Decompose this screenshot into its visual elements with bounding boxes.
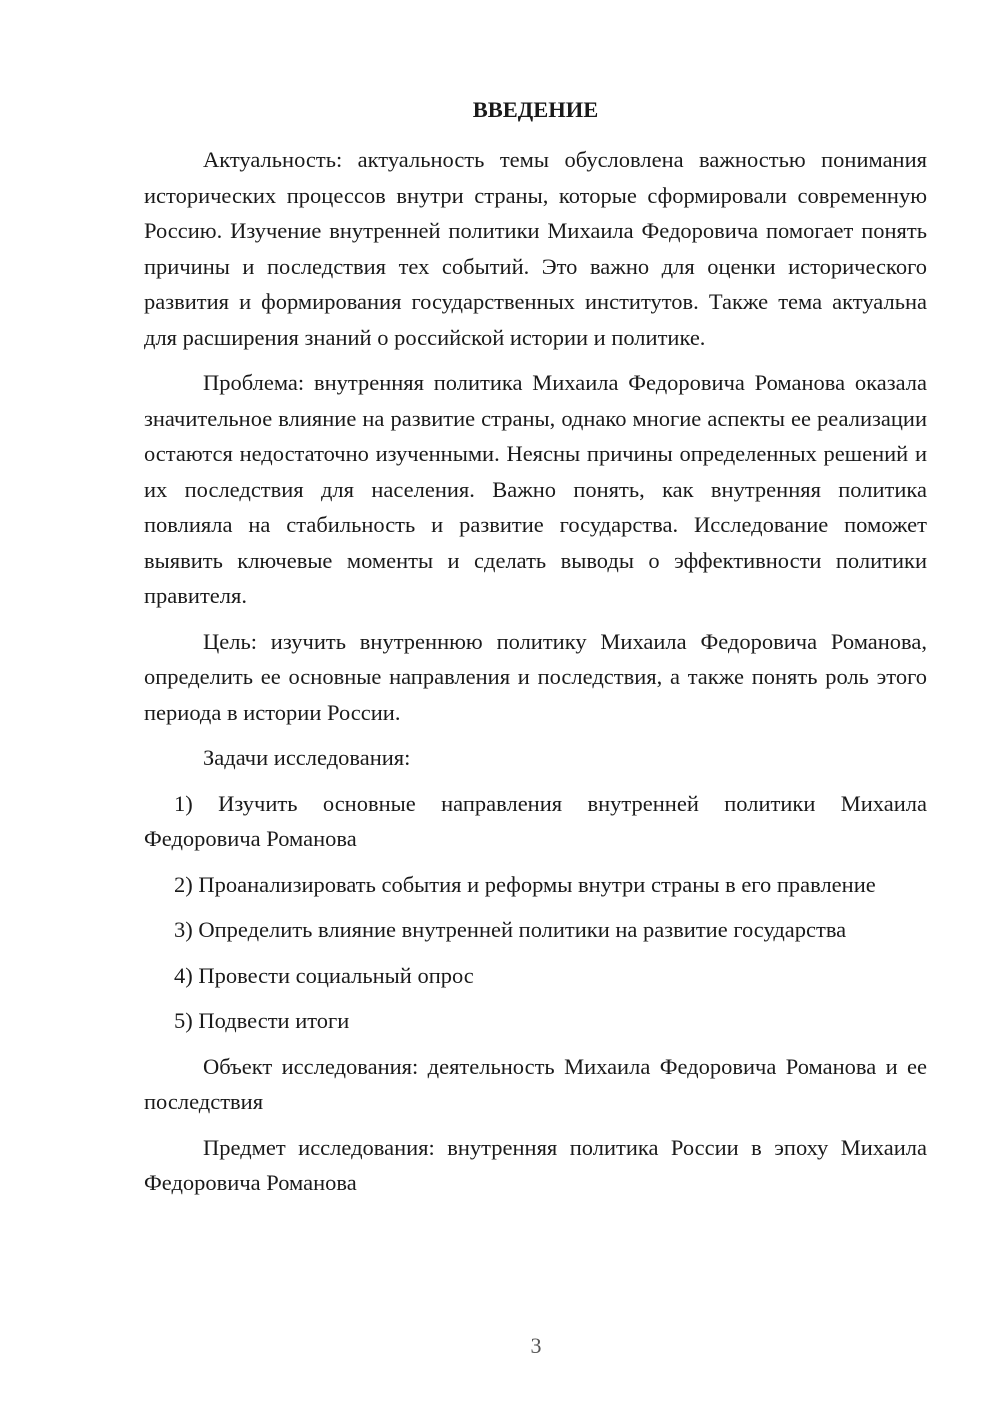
relevance-paragraph: Актуальность: актуальность темы обусловлена важностью понимания исторических процессов внутри страны, которые сформировали современную Россию. Изучение внутренней политики Михаила Федоровича помогает понять причины и последствия тех событий. Это важно для оценки исторического развития и формирования государственных институтов. Также тема актуальна для расширения знаний о российской истории и политике. bbox=[144, 147, 927, 350]
object-paragraph: Объект исследования: деятельность Михаила Федоровича Романова и ее последствия bbox=[144, 1053, 927, 1114]
goal-paragraph: Цель: изучить внутреннюю политику Михаила Федоровича Романова, определить ее основные направления и последствия, а также понять роль этого периода в истории России. bbox=[144, 628, 927, 725]
problem-paragraph: Проблема: внутренняя политика Михаила Федоровича Романова оказала значительное влияние на развитие страны, однако многие аспекты ее реализации остаются недостаточно изученными. Неясны причины определенных решений и их последствия для населения. Важно понять, как внутренняя политика повлияла на стабильность и развитие государства. Исследование поможет выявить ключевые моменты и сделать выводы о эффективности политики правителя. bbox=[144, 370, 927, 608]
task-item: 5) Подвести итоги bbox=[174, 1008, 350, 1033]
page-number: 3 bbox=[530, 1333, 542, 1358]
tasks-heading: Задачи исследования: bbox=[203, 745, 411, 770]
task-item: 3) Определить влияние внутренней политики на развитие государства bbox=[174, 917, 847, 942]
subject-paragraph: Предмет исследования: внутренняя политика России в эпоху Михаила Федоровича Романова bbox=[144, 1134, 927, 1195]
task-item: 1) Изучить основные направления внутренней политики Михаила Федоровича Романова bbox=[144, 790, 927, 851]
document-page bbox=[144, 92, 927, 1211]
task-item: 2) Проанализировать события и реформы внутри страны в его правление bbox=[174, 871, 876, 897]
section-title: ВВЕДЕНИЕ bbox=[472, 97, 599, 122]
task-item: 4) Провести социальный опрос bbox=[174, 962, 474, 988]
